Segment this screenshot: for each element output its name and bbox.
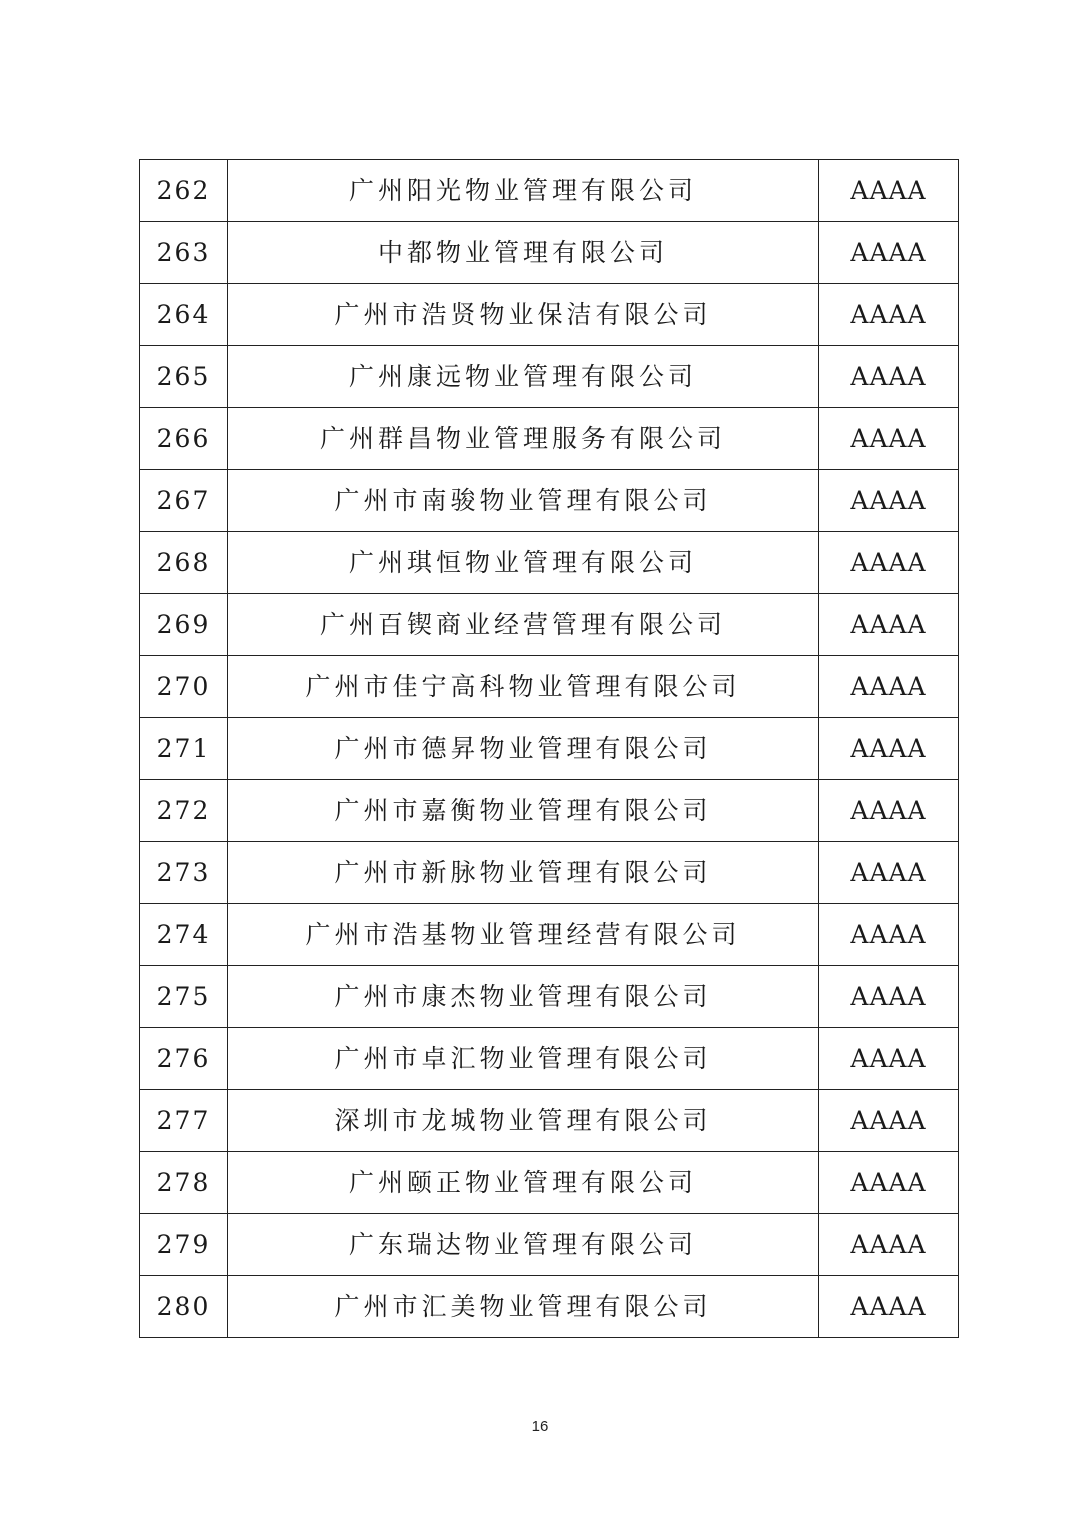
grade-cell: AAAA [819,1028,959,1090]
grade-cell: AAAA [819,842,959,904]
row-number-cell: 270 [140,656,228,718]
table-row [140,160,959,222]
company-name-cell: 广州市汇美物业管理有限公司 [228,1276,819,1338]
company-name-cell: 广东瑞达物业管理有限公司 [228,1214,819,1276]
company-name-cell: 广州市康杰物业管理有限公司 [228,966,819,1028]
grade-cell: AAAA [819,1090,959,1152]
grade-cell: AAAA [819,1152,959,1214]
table-row [140,1090,959,1152]
row-number-cell: 277 [140,1090,228,1152]
grade-cell: AAAA [819,408,959,470]
row-number-cell: 280 [140,1276,228,1338]
row-number-cell: 275 [140,966,228,1028]
row-number-cell: 274 [140,904,228,966]
grade-cell: AAAA [819,160,959,222]
table-row [140,532,959,594]
company-name-cell: 广州市南骏物业管理有限公司 [228,470,819,532]
company-name-cell: 广州阳光物业管理有限公司 [228,160,819,222]
company-name-cell: 广州市佳宁高科物业管理有限公司 [228,656,819,718]
table-row [140,284,959,346]
company-rating-table [139,159,959,1338]
row-number-cell: 269 [140,594,228,656]
company-name-cell: 深圳市龙城物业管理有限公司 [228,1090,819,1152]
row-number-cell: 267 [140,470,228,532]
row-number-cell: 278 [140,1152,228,1214]
grade-cell: AAAA [819,1276,959,1338]
grade-cell: AAAA [819,594,959,656]
row-number-cell: 271 [140,718,228,780]
company-name-cell: 广州琪恒物业管理有限公司 [228,532,819,594]
table-row [140,1028,959,1090]
table-row [140,1214,959,1276]
company-name-cell: 广州市浩基物业管理经营有限公司 [228,904,819,966]
table-row [140,780,959,842]
table-row [140,718,959,780]
grade-cell: AAAA [819,284,959,346]
company-name-cell: 广州颐正物业管理有限公司 [228,1152,819,1214]
table-row [140,470,959,532]
grade-cell: AAAA [819,346,959,408]
grade-cell: AAAA [819,532,959,594]
row-number-cell: 265 [140,346,228,408]
row-number-cell: 268 [140,532,228,594]
table-row [140,1276,959,1338]
company-name-cell: 广州百锲商业经营管理有限公司 [228,594,819,656]
table-row [140,904,959,966]
company-name-cell: 广州市新脉物业管理有限公司 [228,842,819,904]
table-row [140,594,959,656]
company-name-cell: 广州市嘉衡物业管理有限公司 [228,780,819,842]
row-number-cell: 279 [140,1214,228,1276]
company-name-cell: 广州市德昇物业管理有限公司 [228,718,819,780]
grade-cell: AAAA [819,470,959,532]
grade-cell: AAAA [819,718,959,780]
company-name-cell: 中都物业管理有限公司 [228,222,819,284]
company-name-cell: 广州康远物业管理有限公司 [228,346,819,408]
company-name-cell: 广州市浩贤物业保洁有限公司 [228,284,819,346]
row-number-cell: 263 [140,222,228,284]
grade-cell: AAAA [819,656,959,718]
company-name-cell: 广州群昌物业管理服务有限公司 [228,408,819,470]
table-row [140,966,959,1028]
company-name-cell: 广州市卓汇物业管理有限公司 [228,1028,819,1090]
page-number: 16 [531,1418,549,1435]
row-number-cell: 272 [140,780,228,842]
grade-cell: AAAA [819,904,959,966]
table-body [140,160,959,1338]
table-row [140,656,959,718]
row-number-cell: 266 [140,408,228,470]
grade-cell: AAAA [819,222,959,284]
grade-cell: AAAA [819,966,959,1028]
row-number-cell: 262 [140,160,228,222]
row-number-cell: 264 [140,284,228,346]
table-row [140,842,959,904]
row-number-cell: 276 [140,1028,228,1090]
row-number-cell: 273 [140,842,228,904]
grade-cell: AAAA [819,1214,959,1276]
table-row [140,1152,959,1214]
grade-cell: AAAA [819,780,959,842]
table-row [140,408,959,470]
table-row [140,222,959,284]
table-row [140,346,959,408]
